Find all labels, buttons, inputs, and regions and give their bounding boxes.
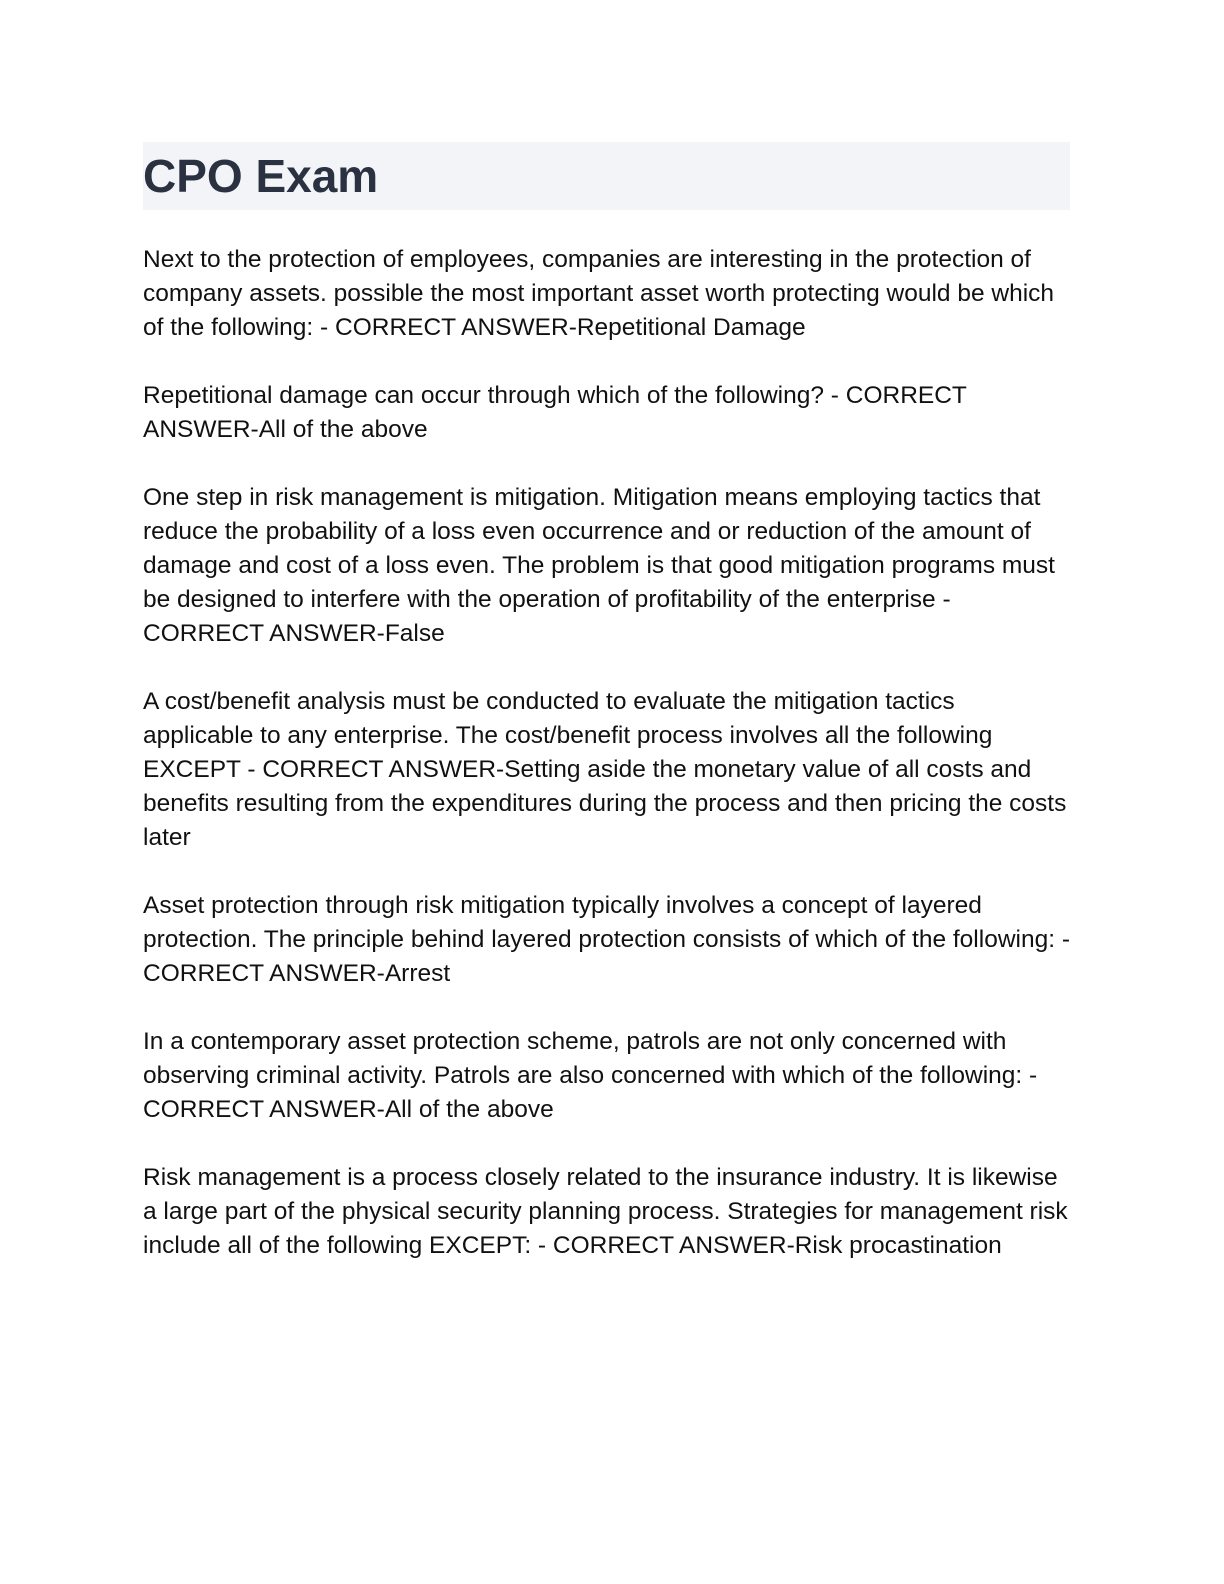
- document-page: [143, 142, 1070, 1297]
- question-answer-7: Risk management is a process closely related to the insurance industry. It is likewise a large part of the physical security planning process. Strategies for management risk include all of the following EXCEPT: - CORRECT ANSWER-Risk procastination: [143, 1164, 1068, 1259]
- page-title: CPO Exam: [143, 150, 379, 202]
- question-answer-6: In a contemporary asset protection scheme, patrols are not only concerned with observing criminal activity. Patrols are also concerned with which of the following: - CORRECT ANSWER-All of the above: [143, 1028, 1038, 1123]
- question-answer-5: Asset protection through risk mitigation typically involves a concept of layered protection. The principle behind layered protection consists of which of the following: - CORRECT ANSWER-Arrest: [143, 892, 1070, 987]
- question-answer-3: One step in risk management is mitigation. Mitigation means employing tactics that reduce the probability of a loss even occurrence and or reduction of the amount of damage and cost of a loss even. The problem is that good mitigation programs must be designed to interfere with the operation of profitability of the enterprise - CORRECT ANSWER-False: [143, 484, 1055, 647]
- question-answer-2: Repetitional damage can occur through which of the following? - CORRECT ANSWER-All of the above: [143, 382, 967, 443]
- title-bar: [143, 142, 1070, 210]
- question-answer-4: A cost/benefit analysis must be conducted to evaluate the mitigation tactics applicable to any enterprise. The cost/benefit process involves all the following EXCEPT - CORRECT ANSWER-Setting aside the monetary value of all costs and benefits resulting from the expenditures during the process and then pricing the costs later: [143, 688, 1067, 851]
- question-answer-1: Next to the protection of employees, companies are interesting in the protection of company assets. possible the most important asset worth protecting would be which of the following: - CORRECT ANSWER-Repetitional Damage: [143, 246, 1055, 341]
- question-list: [143, 243, 1070, 1263]
